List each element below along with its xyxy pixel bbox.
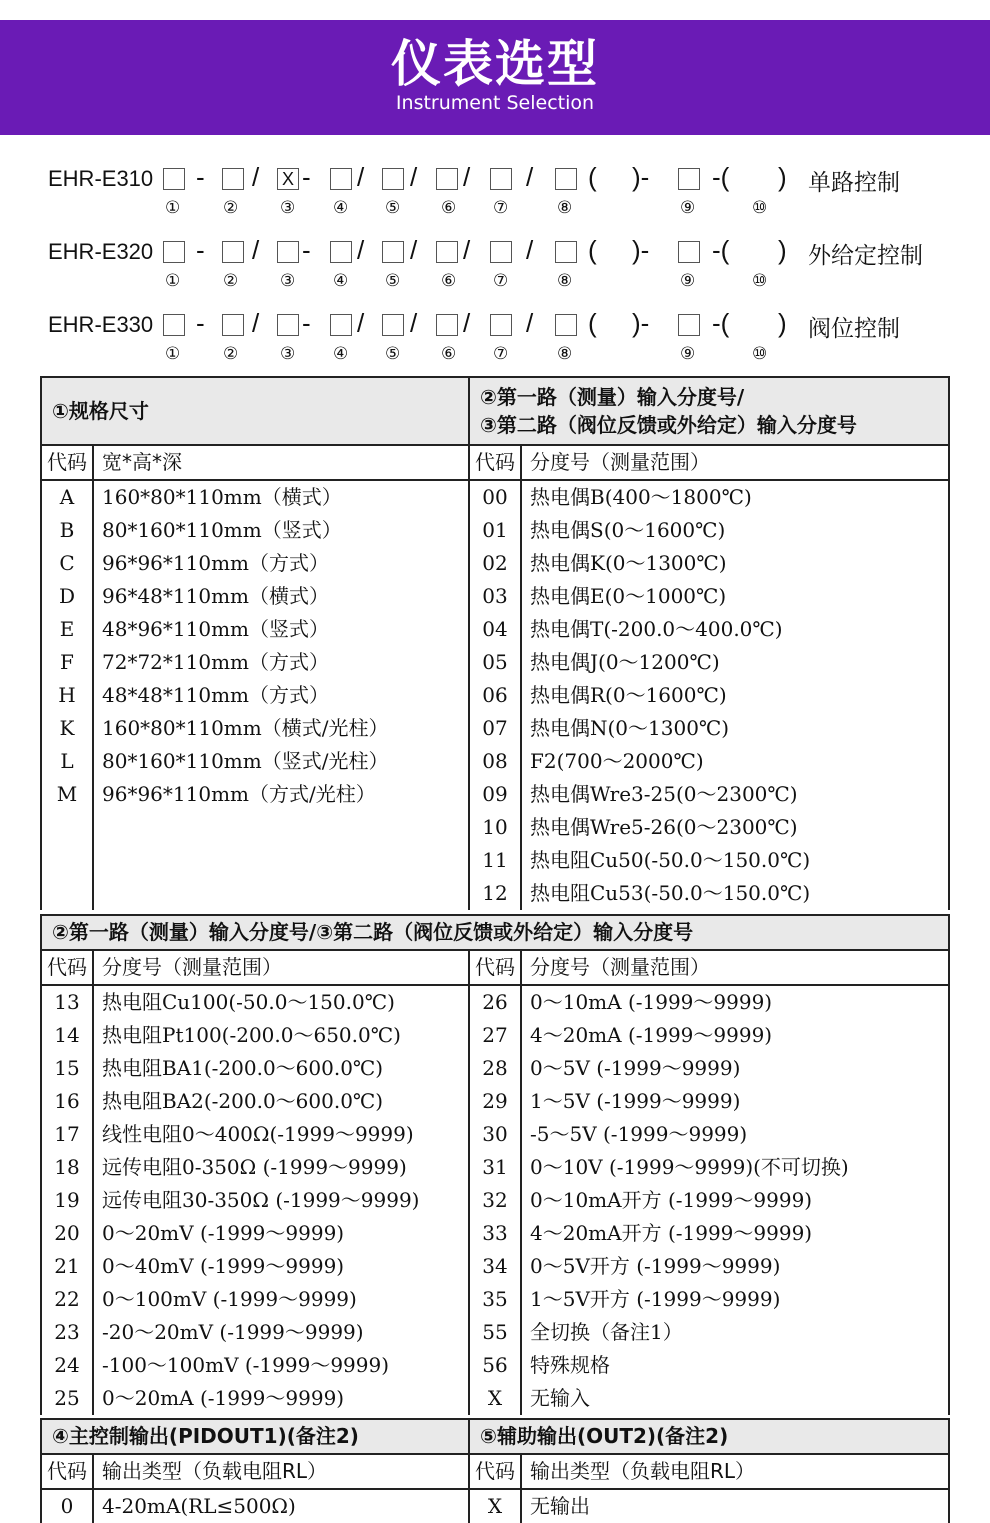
left-code-cell: E	[41, 613, 93, 646]
code-slot-box	[163, 241, 185, 263]
column-header-row	[41, 1454, 949, 1489]
right-desc-cell: 热电偶R(0～1600℃)	[521, 679, 949, 712]
left-code-cell: 25	[41, 1382, 93, 1415]
code-separator: -	[302, 162, 311, 192]
left-code-cell: 13	[41, 985, 93, 1019]
aux-output-header: ⑤辅助输出(OUT2)(备注2)	[469, 1419, 949, 1454]
right-desc-cell: 1～5V (-1999～9999)	[521, 1085, 949, 1118]
position-number: ④	[333, 198, 349, 218]
right-desc-cell: 1～5V开方 (-1999～9999)	[521, 1283, 949, 1316]
code-slot-box	[678, 241, 700, 263]
left-code-cell: 24	[41, 1349, 93, 1382]
code-slot-box	[163, 168, 185, 190]
right-desc-cell: 热电偶Wre5-26(0～2300℃)	[521, 811, 949, 844]
code-separator: )	[778, 308, 787, 338]
position-number: ⑧	[557, 344, 573, 364]
left-desc-cell: -20～20mV (-1999～9999)	[93, 1316, 469, 1349]
code-separator: /	[357, 308, 365, 338]
left-desc-cell: 热电阻BA1(-200.0～600.0℃)	[93, 1052, 469, 1085]
code-slot-box	[330, 314, 352, 336]
code-separator: -	[302, 308, 311, 338]
left-desc-cell: -100～100mV (-1999～9999)	[93, 1349, 469, 1382]
code-slot-box	[490, 314, 512, 336]
left-code-cell: 18	[41, 1151, 93, 1184]
right-code-cell: 29	[469, 1085, 521, 1118]
code-slot-box	[277, 241, 299, 263]
table-row	[41, 712, 949, 745]
table-row	[41, 1489, 949, 1523]
right-code-cell: 32	[469, 1184, 521, 1217]
model-function: 单路控制	[808, 170, 900, 196]
left-desc-cell: 0～20mV (-1999～9999)	[93, 1217, 469, 1250]
code-separator: /	[252, 162, 260, 192]
left-desc-cell	[93, 877, 469, 910]
position-number: ③	[280, 344, 296, 364]
model-function: 阀位控制	[808, 316, 900, 342]
code-separator: )-	[632, 235, 650, 265]
right-desc-cell: 热电阻Cu53(-50.0～150.0℃)	[521, 877, 949, 910]
code-separator: )-	[632, 308, 650, 338]
right-desc-cell: 热电偶B(400～1800℃)	[521, 480, 949, 514]
range-column-label: 分度号（测量范围）	[93, 950, 469, 985]
code-separator: /	[252, 308, 260, 338]
table-row	[41, 679, 949, 712]
right-desc-cell: 热电偶Wre3-25(0～2300℃)	[521, 778, 949, 811]
code-slot-box	[330, 241, 352, 263]
code-separator: /	[410, 162, 418, 192]
right-code-cell: 55	[469, 1316, 521, 1349]
position-number: ⑩	[752, 344, 768, 364]
code-separator: )	[778, 235, 787, 265]
code-slot-box	[222, 241, 244, 263]
left-desc-cell: 远传电阻30-350Ω (-1999～9999)	[93, 1184, 469, 1217]
size-header: ①规格尺寸	[41, 377, 469, 445]
code-separator: /	[463, 162, 471, 192]
code-separator: -	[302, 235, 311, 265]
left-code-cell: 22	[41, 1283, 93, 1316]
table-row	[41, 745, 949, 778]
position-number: ⑤	[385, 198, 401, 218]
model-name: EHR-E320	[48, 239, 154, 264]
spec-table-input-codes	[40, 914, 950, 1415]
code-column-label: 代码	[469, 950, 521, 985]
left-desc-cell: 热电阻Pt100(-200.0～650.0℃)	[93, 1019, 469, 1052]
code-separator: )	[778, 162, 787, 192]
right-code-cell: 04	[469, 613, 521, 646]
left-code-cell: 21	[41, 1250, 93, 1283]
code-slot-box	[678, 314, 700, 336]
position-number: ⑥	[441, 344, 457, 364]
table-row	[41, 1250, 949, 1283]
right-code-cell: 33	[469, 1217, 521, 1250]
code-slot-box	[555, 168, 577, 190]
right-code-cell: 06	[469, 679, 521, 712]
left-code-cell	[41, 877, 93, 910]
code-slot-box	[490, 241, 512, 263]
right-code-cell: 56	[469, 1349, 521, 1382]
position-number: ②	[223, 271, 239, 291]
left-desc-cell: 160*80*110mm（横式/光柱）	[93, 712, 469, 745]
model-function: 外给定控制	[808, 243, 923, 269]
left-desc-cell: 96*96*110mm（方式）	[93, 547, 469, 580]
right-desc-cell: 热电偶S(0～1600℃)	[521, 514, 949, 547]
code-column-label: 代码	[469, 1454, 521, 1489]
left-desc-cell: 48*96*110mm（竖式）	[93, 613, 469, 646]
table-row	[41, 613, 949, 646]
right-code-cell: 28	[469, 1052, 521, 1085]
table-row	[41, 1184, 949, 1217]
model-code-row	[0, 160, 990, 234]
table-row	[41, 844, 949, 877]
left-desc-cell: 热电阻Cu100(-50.0～150.0℃)	[93, 985, 469, 1019]
left-desc-cell: 线性电阻0～400Ω(-1999～9999)	[93, 1118, 469, 1151]
left-desc-cell: 96*96*110mm（方式/光柱）	[93, 778, 469, 811]
table-row	[41, 1118, 949, 1151]
right-desc-cell: 0～10mA开方 (-1999～9999)	[521, 1184, 949, 1217]
position-number: ②	[223, 344, 239, 364]
position-number: ⑦	[493, 344, 509, 364]
size-column-label: 宽*高*深	[93, 445, 469, 480]
code-separator: -(	[712, 308, 730, 338]
code-slot-box	[436, 314, 458, 336]
output-type-column-label: 输出类型（负载电阻RL）	[93, 1454, 469, 1489]
code-separator: /	[357, 162, 365, 192]
table-row	[41, 1283, 949, 1316]
code-separator: (	[588, 235, 597, 265]
right-code-cell: 12	[469, 877, 521, 910]
right-desc-cell: 热电阻Cu50(-50.0～150.0℃)	[521, 844, 949, 877]
position-number: ④	[333, 271, 349, 291]
left-code-cell: H	[41, 679, 93, 712]
right-desc-cell: 无输入	[521, 1382, 949, 1415]
model-name: EHR-E330	[48, 312, 154, 337]
code-separator: (	[588, 308, 597, 338]
right-code-cell: 07	[469, 712, 521, 745]
right-code-cell: 00	[469, 480, 521, 514]
page-title: 仪表选型	[391, 35, 599, 93]
right-code-cell: 08	[469, 745, 521, 778]
table-row	[41, 811, 949, 844]
table-row	[41, 1052, 949, 1085]
right-desc-cell: 0～10mA (-1999～9999)	[521, 985, 949, 1019]
left-desc-cell: 0～100mV (-1999～9999)	[93, 1283, 469, 1316]
table-row	[41, 1217, 949, 1250]
table-row	[41, 1085, 949, 1118]
position-number: ⑥	[441, 271, 457, 291]
range-column-label: 分度号（测量范围）	[521, 445, 949, 480]
left-desc-cell: 160*80*110mm（横式）	[93, 480, 469, 514]
code-slot-box	[163, 314, 185, 336]
left-code-cell: K	[41, 712, 93, 745]
code-slot-box	[436, 168, 458, 190]
spec-table-size-input	[40, 376, 950, 910]
table-header-row	[41, 915, 949, 950]
right-code-cell: 34	[469, 1250, 521, 1283]
right-desc-cell: 热电偶T(-200.0～400.0℃)	[521, 613, 949, 646]
table-row	[41, 547, 949, 580]
input-header-line-1: ②第一路（测量）输入分度号/	[480, 385, 745, 409]
position-number: ⑧	[557, 198, 573, 218]
code-separator: -	[196, 162, 205, 192]
input-codes-header: ②第一路（测量）输入分度号/③第二路（阀位反馈或外给定）输入分度号	[41, 915, 949, 950]
left-desc-cell: 48*48*110mm（方式）	[93, 679, 469, 712]
code-separator: /	[463, 308, 471, 338]
model-code-row	[0, 306, 990, 380]
input-header	[469, 377, 949, 445]
main-output-header: ④主控制输出(PIDOUT1)(备注2)	[41, 1419, 469, 1454]
position-number: ①	[165, 271, 181, 291]
code-separator: /	[410, 308, 418, 338]
position-number: ②	[223, 198, 239, 218]
left-code-cell	[41, 811, 93, 844]
right-code-cell: 35	[469, 1283, 521, 1316]
left-code-cell: D	[41, 580, 93, 613]
left-code-cell: B	[41, 514, 93, 547]
position-number: ⑩	[752, 271, 768, 291]
code-separator: )-	[632, 162, 650, 192]
left-desc-cell: 96*48*110mm（横式）	[93, 580, 469, 613]
right-code-cell: 01	[469, 514, 521, 547]
left-desc-cell: 0～40mV (-1999～9999)	[93, 1250, 469, 1283]
code-slot-box	[490, 168, 512, 190]
column-header-row	[41, 445, 949, 480]
right-desc-cell: 0～5V开方 (-1999～9999)	[521, 1250, 949, 1283]
left-desc-cell: 远传电阻0-350Ω (-1999～9999)	[93, 1151, 469, 1184]
left-code-cell: 20	[41, 1217, 93, 1250]
right-desc-cell: 全切换（备注1）	[521, 1316, 949, 1349]
range-column-label: 分度号（测量范围）	[521, 950, 949, 985]
code-slot-box	[222, 168, 244, 190]
right-code-cell: 26	[469, 985, 521, 1019]
right-desc-cell: 热电偶E(0～1000℃)	[521, 580, 949, 613]
position-number: ④	[333, 344, 349, 364]
position-number: ③	[280, 271, 296, 291]
right-desc-cell: 热电偶K(0～1300℃)	[521, 547, 949, 580]
title-banner	[0, 20, 990, 135]
right-desc-cell: 0～10V (-1999～9999)(不可切换)	[521, 1151, 949, 1184]
code-separator: -	[196, 235, 205, 265]
code-column-label: 代码	[41, 1454, 93, 1489]
left-code-cell: C	[41, 547, 93, 580]
table-header-row	[41, 1419, 949, 1454]
right-desc-cell: 热电偶N(0～1300℃)	[521, 712, 949, 745]
left-code-cell: 14	[41, 1019, 93, 1052]
left-desc-cell: 4-20mA(RL≤500Ω)	[93, 1489, 469, 1523]
left-code-cell: 0	[41, 1489, 93, 1523]
position-number: ③	[280, 198, 296, 218]
left-code-cell: A	[41, 480, 93, 514]
position-number: ⑧	[557, 271, 573, 291]
code-separator: (	[588, 162, 597, 192]
code-column-label: 代码	[469, 445, 521, 480]
right-code-cell: 11	[469, 844, 521, 877]
position-number: ①	[165, 198, 181, 218]
left-desc-cell: 72*72*110mm（方式）	[93, 646, 469, 679]
code-slot-box	[382, 168, 404, 190]
table-row	[41, 877, 949, 910]
code-separator: /	[357, 235, 365, 265]
code-separator: /	[252, 235, 260, 265]
left-desc-cell	[93, 844, 469, 877]
right-code-cell: X	[469, 1489, 521, 1523]
code-slot-box	[436, 241, 458, 263]
code-column-label: 代码	[41, 950, 93, 985]
spec-table-outputs	[40, 1418, 950, 1523]
output-type-column-label: 输出类型（负载电阻RL）	[521, 1454, 949, 1489]
right-desc-cell: 4～20mA (-1999～9999)	[521, 1019, 949, 1052]
table-row	[41, 985, 949, 1019]
left-code-cell: L	[41, 745, 93, 778]
table-row	[41, 1382, 949, 1415]
left-desc-cell	[93, 811, 469, 844]
right-code-cell: 03	[469, 580, 521, 613]
right-code-cell: 10	[469, 811, 521, 844]
model-code-row	[0, 233, 990, 307]
code-slot-box	[382, 314, 404, 336]
left-desc-cell: 0～20mA (-1999～9999)	[93, 1382, 469, 1415]
right-desc-cell: 4～20mA开方 (-1999～9999)	[521, 1217, 949, 1250]
right-code-cell: X	[469, 1382, 521, 1415]
code-separator: -(	[712, 162, 730, 192]
right-code-cell: 09	[469, 778, 521, 811]
left-desc-cell: 热电阻BA2(-200.0～600.0℃)	[93, 1085, 469, 1118]
left-code-cell: 19	[41, 1184, 93, 1217]
left-code-cell: 16	[41, 1085, 93, 1118]
code-slot-box	[555, 241, 577, 263]
position-number: ⑦	[493, 271, 509, 291]
table-row	[41, 1151, 949, 1184]
position-number: ⑨	[680, 271, 696, 291]
position-number: ⑨	[680, 198, 696, 218]
table-row	[41, 514, 949, 547]
table-row	[41, 778, 949, 811]
right-code-cell: 27	[469, 1019, 521, 1052]
table-header-row	[41, 377, 949, 445]
table-row	[41, 480, 949, 514]
code-separator: /	[526, 308, 534, 338]
right-desc-cell: 特殊规格	[521, 1349, 949, 1382]
code-column-label: 代码	[41, 445, 93, 480]
model-name: EHR-E310	[48, 166, 154, 191]
left-code-cell: 15	[41, 1052, 93, 1085]
table-row	[41, 646, 949, 679]
code-slot-box	[555, 314, 577, 336]
code-slot-box: X	[277, 168, 299, 190]
code-separator: -(	[712, 235, 730, 265]
right-code-cell: 05	[469, 646, 521, 679]
input-header-line-2: ③第二路（阀位反馈或外给定）输入分度号	[480, 413, 857, 437]
table-row	[41, 580, 949, 613]
position-number: ⑤	[385, 344, 401, 364]
code-slot-box	[277, 314, 299, 336]
left-code-cell: 17	[41, 1118, 93, 1151]
code-separator: /	[526, 235, 534, 265]
code-slot-box	[330, 168, 352, 190]
code-separator: /	[410, 235, 418, 265]
left-desc-cell: 80*160*110mm（竖式/光柱）	[93, 745, 469, 778]
left-desc-cell: 80*160*110mm（竖式）	[93, 514, 469, 547]
right-desc-cell: 无输出	[521, 1489, 949, 1523]
left-code-cell: 23	[41, 1316, 93, 1349]
right-code-cell: 30	[469, 1118, 521, 1151]
page-subtitle: Instrument Selection	[395, 92, 595, 114]
right-code-cell: 31	[469, 1151, 521, 1184]
left-code-cell: F	[41, 646, 93, 679]
code-separator: -	[196, 308, 205, 338]
position-number: ⑥	[441, 198, 457, 218]
right-code-cell: 02	[469, 547, 521, 580]
position-number: ⑨	[680, 344, 696, 364]
table-row	[41, 1316, 949, 1349]
code-separator: /	[463, 235, 471, 265]
code-slot-box	[678, 168, 700, 190]
right-desc-cell: F2(700～2000℃)	[521, 745, 949, 778]
position-number: ⑦	[493, 198, 509, 218]
right-desc-cell: 0～5V (-1999～9999)	[521, 1052, 949, 1085]
position-number: ⑩	[752, 198, 768, 218]
right-desc-cell: 热电偶J(0～1200℃)	[521, 646, 949, 679]
code-slot-box	[222, 314, 244, 336]
position-number: ①	[165, 344, 181, 364]
table-row	[41, 1349, 949, 1382]
table-row	[41, 1019, 949, 1052]
code-slot-box	[382, 241, 404, 263]
right-desc-cell: -5～5V (-1999～9999)	[521, 1118, 949, 1151]
position-number: ⑤	[385, 271, 401, 291]
code-separator: /	[526, 162, 534, 192]
column-header-row	[41, 950, 949, 985]
left-code-cell: M	[41, 778, 93, 811]
left-code-cell	[41, 844, 93, 877]
